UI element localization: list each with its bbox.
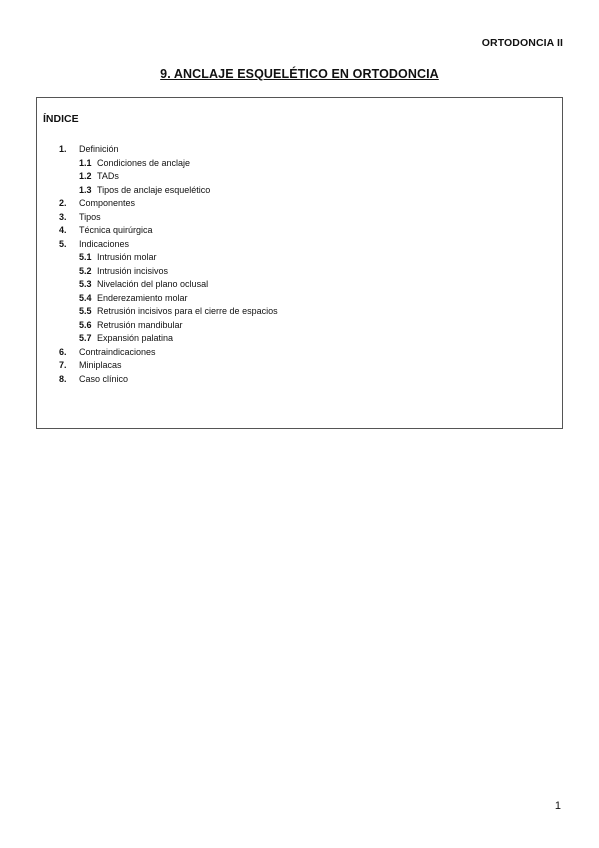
- index-item: [37, 238, 562, 252]
- index-item: [37, 346, 562, 360]
- index-item-label: Definición: [79, 144, 119, 154]
- index-subitem: [37, 170, 562, 184]
- index-item: [37, 197, 562, 211]
- index-item-label: Retrusión incisivos para el cierre de espacios: [97, 306, 278, 316]
- index-item-label: Caso clínico: [79, 373, 129, 384]
- index-item-number: 5.4: [79, 292, 92, 303]
- index-item-number: 5.1: [79, 252, 92, 262]
- index-item-label: Componentes: [79, 198, 136, 208]
- index-subitem: [37, 305, 562, 319]
- course-header: ORTODONCIA II: [481, 37, 563, 49]
- index-subitem: [37, 157, 562, 171]
- index-item-number: 5.: [59, 238, 67, 249]
- index-item-number: 5.6: [79, 319, 92, 330]
- index-item-number: 7.: [59, 360, 67, 370]
- index-item-label: Indicaciones: [79, 238, 130, 249]
- index-item-number: 1.2: [79, 171, 92, 181]
- index-item-number: 6.: [59, 346, 67, 357]
- index-item-label: Nivelación del plano oclusal: [97, 279, 209, 289]
- index-item-number: 3.: [59, 211, 67, 222]
- index-subitem: [37, 292, 562, 306]
- index-item: [37, 373, 562, 387]
- index-subitem: [37, 265, 562, 279]
- index-item-number: 1.: [59, 144, 67, 154]
- index-item: [37, 359, 562, 373]
- index-item-number: 1.1: [79, 157, 92, 168]
- index-item-label: Técnica quirúrgica: [79, 225, 153, 235]
- index-subitem: [37, 332, 562, 346]
- index-item-label: Enderezamiento molar: [97, 292, 188, 303]
- index-subitem: [37, 251, 562, 265]
- index-box: [36, 97, 563, 429]
- index-item-label: TADs: [97, 171, 119, 181]
- index-item-number: 2.: [59, 198, 67, 208]
- index-list: [37, 143, 562, 386]
- index-item: [37, 211, 562, 225]
- index-item: [37, 224, 562, 238]
- index-item-label: Condiciones de anclaje: [97, 157, 191, 168]
- index-item-label: Intrusión molar: [97, 252, 157, 262]
- page-title: 9. ANCLAJE ESQUELÉTICO EN ORTODONCIA: [160, 67, 439, 81]
- index-item-number: 5.5: [79, 306, 92, 316]
- page-number: 1: [554, 800, 561, 812]
- index-subitem: [37, 278, 562, 292]
- index-item-number: 5.3: [79, 279, 92, 289]
- index-item-number: 5.2: [79, 265, 92, 276]
- index-item-label: Miniplacas: [79, 360, 122, 370]
- index-heading: ÍNDICE: [43, 113, 79, 125]
- index-item-label: Retrusión mandibular: [97, 319, 183, 330]
- index-item-label: Tipos: [79, 211, 101, 222]
- index-item: [37, 143, 562, 157]
- index-item-label: Tipos de anclaje esquelético: [97, 184, 211, 195]
- index-subitem: [37, 319, 562, 333]
- index-item-label: Intrusión incisivos: [97, 265, 169, 276]
- index-item-number: 5.7: [79, 333, 92, 343]
- index-item-number: 1.3: [79, 184, 92, 195]
- index-item-label: Expansión palatina: [97, 333, 174, 343]
- index-item-label: Contraindicaciones: [79, 346, 156, 357]
- index-subitem: [37, 184, 562, 198]
- index-item-number: 4.: [59, 225, 67, 235]
- index-item-number: 8.: [59, 373, 67, 384]
